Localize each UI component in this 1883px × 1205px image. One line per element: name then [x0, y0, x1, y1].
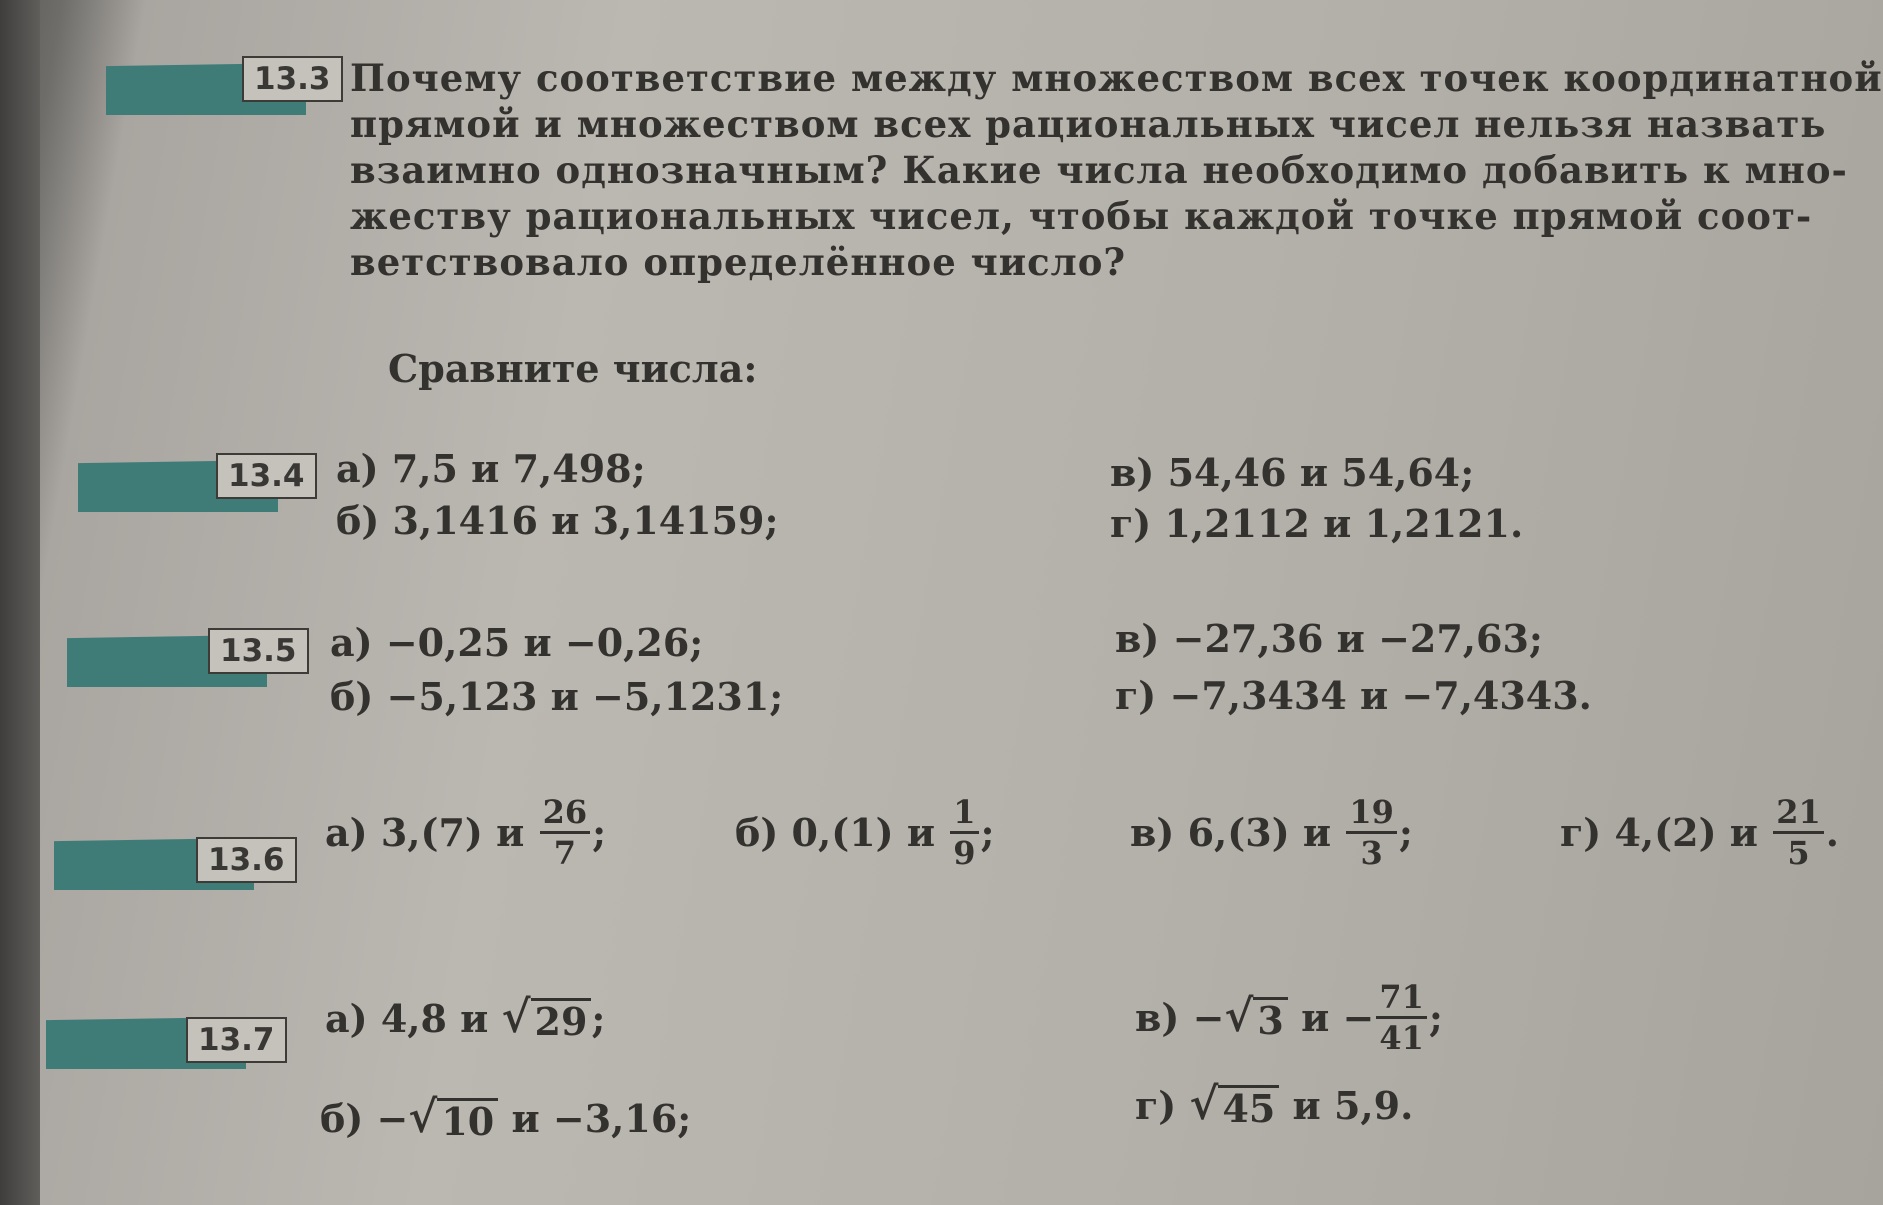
item-text: а) 4,8 и	[325, 996, 489, 1041]
punctuation: ;	[592, 810, 607, 855]
problem-13-7-v	[1135, 978, 1443, 1058]
numerator: 71	[1376, 981, 1427, 1019]
problem-13-7-b	[320, 1092, 692, 1144]
problem-13-5-a: а) −0,25 и −0,26;	[330, 620, 704, 665]
punctuation: ;	[1428, 995, 1443, 1040]
item-text: б) −	[320, 1096, 409, 1141]
radicand: 29	[531, 998, 592, 1041]
problem-13-5-b: б) −5,123 и −5,1231;	[330, 674, 784, 719]
problem-13-4-g: г) 1,2112 и 1,2121.	[1110, 501, 1524, 546]
problem-13-6-g	[1560, 793, 1839, 873]
square-root	[408, 1092, 498, 1144]
problem-13-6-b	[735, 793, 995, 873]
problem-number-13-4: 13.4	[216, 453, 317, 499]
punctuation: ;	[980, 810, 995, 855]
item-text: в) 6,(3) и	[1130, 810, 1332, 855]
problem-number-13-5: 13.5	[208, 628, 309, 674]
problem-13-6-v	[1130, 793, 1413, 873]
fraction	[950, 793, 978, 872]
problem-13-4-b: б) 3,1416 и 3,14159;	[336, 498, 779, 543]
text-line: Почему соответствие между множеством всех точек координатной	[350, 56, 1883, 100]
problem-13-7-a	[325, 992, 606, 1044]
item-text: и −	[1301, 995, 1375, 1040]
radicand: 3	[1253, 997, 1287, 1040]
square-root	[1224, 991, 1287, 1043]
problem-13-7-g	[1135, 1079, 1414, 1131]
punctuation: ;	[1398, 810, 1413, 855]
problem-13-4-v: в) 54,46 и 54,64;	[1110, 450, 1475, 495]
text-line: ветствовало определённое число?	[350, 240, 1127, 284]
item-text: и 5,9.	[1292, 1083, 1414, 1128]
problem-number-13-6: 13.6	[196, 837, 297, 883]
text-line: жеству рациональных чисел, чтобы каждой точке прямой соот-	[350, 194, 1813, 238]
numerator: 19	[1346, 796, 1397, 834]
radical-sign-icon: √	[1189, 1079, 1219, 1130]
numerator: 1	[950, 796, 978, 834]
punctuation: ;	[591, 996, 606, 1041]
numerator: 21	[1773, 796, 1824, 834]
radicand: 45	[1218, 1085, 1279, 1128]
fraction	[540, 793, 591, 872]
denominator: 41	[1379, 1019, 1424, 1057]
item-text: б) 0,(1) и	[735, 810, 936, 855]
problem-13-4-a: а) 7,5 и 7,498;	[336, 446, 646, 491]
problem-13-3-text	[350, 55, 1883, 285]
fraction	[1376, 978, 1427, 1057]
punctuation: .	[1825, 810, 1839, 855]
problem-13-5-v: в) −27,36 и −27,63;	[1115, 616, 1543, 661]
item-text: и −3,16;	[511, 1096, 692, 1141]
item-text: г) 4,(2) и	[1560, 810, 1758, 855]
item-text: г)	[1135, 1083, 1177, 1128]
radical-sign-icon: √	[408, 1092, 438, 1143]
fraction	[1773, 793, 1824, 872]
radical-sign-icon: √	[1224, 991, 1254, 1042]
square-root	[1189, 1079, 1280, 1131]
denominator: 7	[553, 834, 576, 872]
numerator: 26	[540, 796, 591, 834]
textbook-page	[40, 0, 1883, 1205]
problem-number-13-7: 13.7	[186, 1017, 287, 1063]
radicand: 10	[437, 1098, 498, 1141]
text-line: прямой и множеством всех рациональных чисел нельзя назвать	[350, 102, 1827, 146]
section-heading: Сравните числа:	[388, 346, 758, 391]
denominator: 9	[953, 834, 976, 872]
radical-sign-icon: √	[501, 992, 531, 1043]
problem-13-5-g: г) −7,3434 и −7,4343.	[1115, 673, 1592, 718]
denominator: 5	[1787, 834, 1810, 872]
item-text: в) −	[1135, 995, 1225, 1040]
item-text: а) 3,(7) и	[325, 810, 525, 855]
denominator: 3	[1360, 834, 1383, 872]
text-line: взаимно однозначным? Какие числа необходимо добавить к мно-	[350, 148, 1848, 192]
problem-number-13-3: 13.3	[242, 56, 343, 102]
problem-13-6-a	[325, 793, 607, 873]
book-spine	[0, 0, 40, 1205]
square-root	[501, 992, 592, 1044]
fraction	[1346, 793, 1397, 872]
